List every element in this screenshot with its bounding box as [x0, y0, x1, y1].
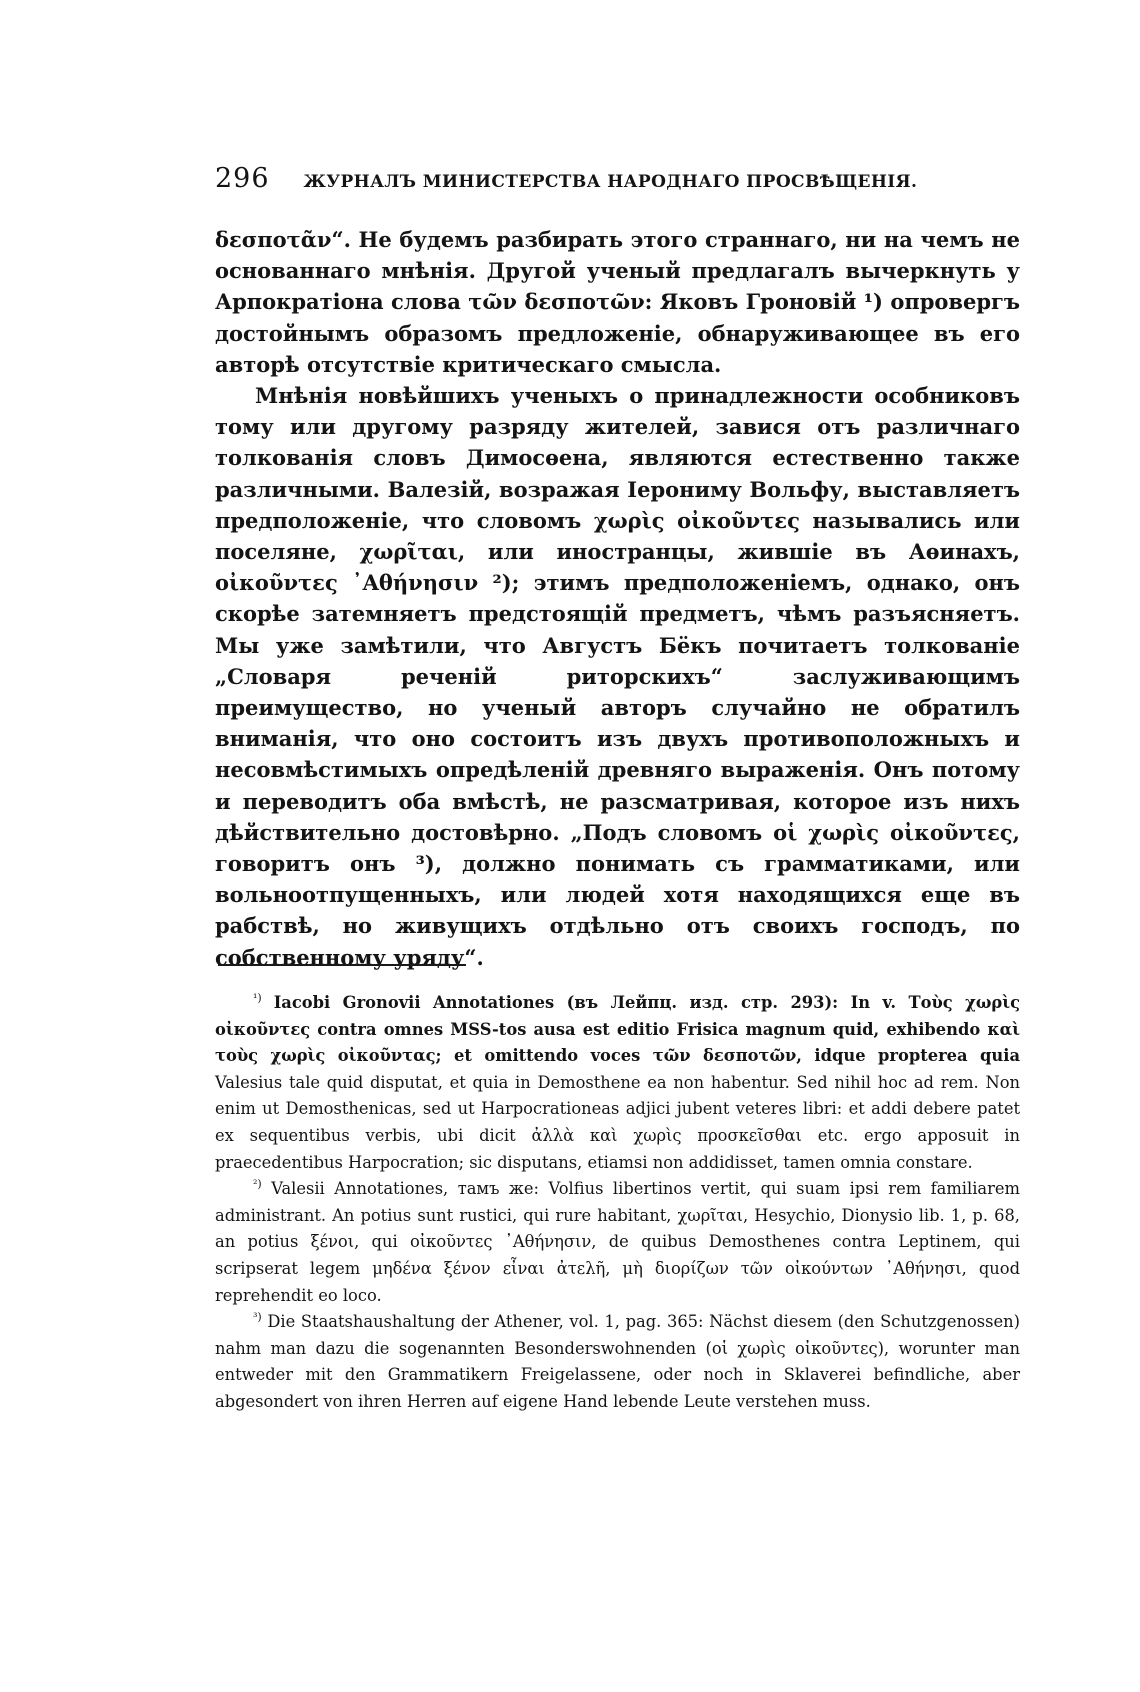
footnote-text: Valesius tale quid disputat, et quia in Demosthene ea non habentur. Sed nihil hoc ad rem. Non enim ut Demosthenicas, sed ut Harpocrationeas adjici jubent veteres libri: et addi debere patet ex sequentibus verbis, ubi dicit ἀλλὰ καὶ χωρὶς προσκεῖσθαι etc. ergo apposuit in praecedentibus Harpocration; sic disputans, etiamsi non addidisset, tamen omnia constare.	[215, 1072, 1020, 1172]
footnote-marker: ¹)	[253, 991, 262, 1005]
footnote-1	[215, 990, 1020, 1176]
footnote-marker: ³)	[253, 1310, 262, 1324]
footnotes	[215, 990, 1020, 1416]
footnote-3	[215, 1309, 1020, 1415]
running-title: ЖУРНАЛЪ МИНИСТЕРСТВА НАРОДНАГО ПРОСВѢЩЕНІЯ.	[303, 172, 918, 192]
page-number: 296	[215, 163, 270, 194]
page-header	[215, 163, 918, 194]
footnote-text: Valesii Annotationes, тамъ же: Volfius libertinos vertit, qui suam ipsi rem familiarem administrant. An potius sunt rustici, qui rure habitant, χωρῖται, Hesychio, Dionysio lib. 1, p. 68, an potius ξένοι, qui οἰκοῦντες ᾿Αθήνησιν, de quibus Demosthenes contra Leptinem, qui scripserat legem μηδένα ξένον εἶναι ἀτελῆ, μὴ διορίζων τῶν οἰκούντων ᾿Αθήνησι, quod reprehendit eo loco.	[215, 1179, 1020, 1305]
paragraph-continued: δεσποτᾶν“. Не будемъ разбирать этого страннаго, ни на чемъ не основаннаго мнѣнія. Другой ученый предлагалъ вычеркнуть у Арпократіона слова τῶν δεσποτῶν: Яковъ Гроновій ¹) опровергъ достойнымъ образомъ предложеніе, обнаруживающее въ его авторѣ отсутствіе критическаго смысла.	[215, 227, 1020, 377]
footnote-text-lead: Iacobi Gronovii Annotationes (въ Лейпц. изд. стр. 293): In v. Τοὺς χωρὶς οἰκοῦντες contra omnes MSS-tos ausa est editio Frisica magnum quid, exhibendo καὶ τοὺς χωρὶς οἰκοῦντας; et omittendo voces τῶν δεσποτῶν, idque propterea quia	[215, 993, 1020, 1066]
footnote-rule	[218, 964, 466, 966]
footnote-marker: ²)	[253, 1177, 262, 1191]
footnote-2	[215, 1176, 1020, 1309]
main-text	[215, 224, 1020, 973]
paragraph: Мнѣнія новѣйшихъ ученыхъ о принадлежности особниковъ тому или другому разряду жителей, завися отъ различнаго толкованія словъ Димосѳена, являются естественно также различными. Валезій, возражая Іерониму Вольфу, выставляетъ предположеніе, что словомъ χωρὶς οἰκοῦντες назывались или поселяне, χωρῖται, или иностранцы, жившіе въ Аѳинахъ, οἰκοῦντες ᾿Αθήνησιν ²); этимъ предположеніемъ, однако, онъ скорѣе затемняетъ предстоящій предметъ, чѣмъ разъясняетъ. Мы уже замѣтили, что Августъ Бёкъ почитаетъ толкованіе „Словаря реченій риторскихъ“ заслуживающимъ преимущество, но ученый авторъ случайно не обратилъ вниманія, что оно состоитъ изъ двухъ противоположныхъ и несовмѣстимыхъ опредѣленій древняго выраженія. Онъ потому и переводитъ оба вмѣстѣ, не разсматривая, которое изъ нихъ дѣйствительно достовѣрно. „Подъ словомъ οἱ χωρὶς οἰκοῦντες, говоритъ онъ ³), должно понимать съ грамматиками, или вольноотпущенныхъ, или людей хотя находящихся еще въ рабствѣ, но живущихъ отдѣльно отъ своихъ господъ, по собственному уряду“.	[215, 383, 1020, 970]
footnote-text: Die Staatshaushaltung der Athener, vol. 1, pag. 365: Nächst diesem (den Schutzgenossen) nahm man dazu die sogenannten Besonderswohnenden (οἱ χωρὶς οἰκοῦντες), worunter man entweder mit den Grammatikern Freigelassene, oder noch in Sklaverei befindliche, aber abgesondert von ihren Herren auf eigene Hand lebende Leute verstehen muss.	[215, 1312, 1020, 1411]
